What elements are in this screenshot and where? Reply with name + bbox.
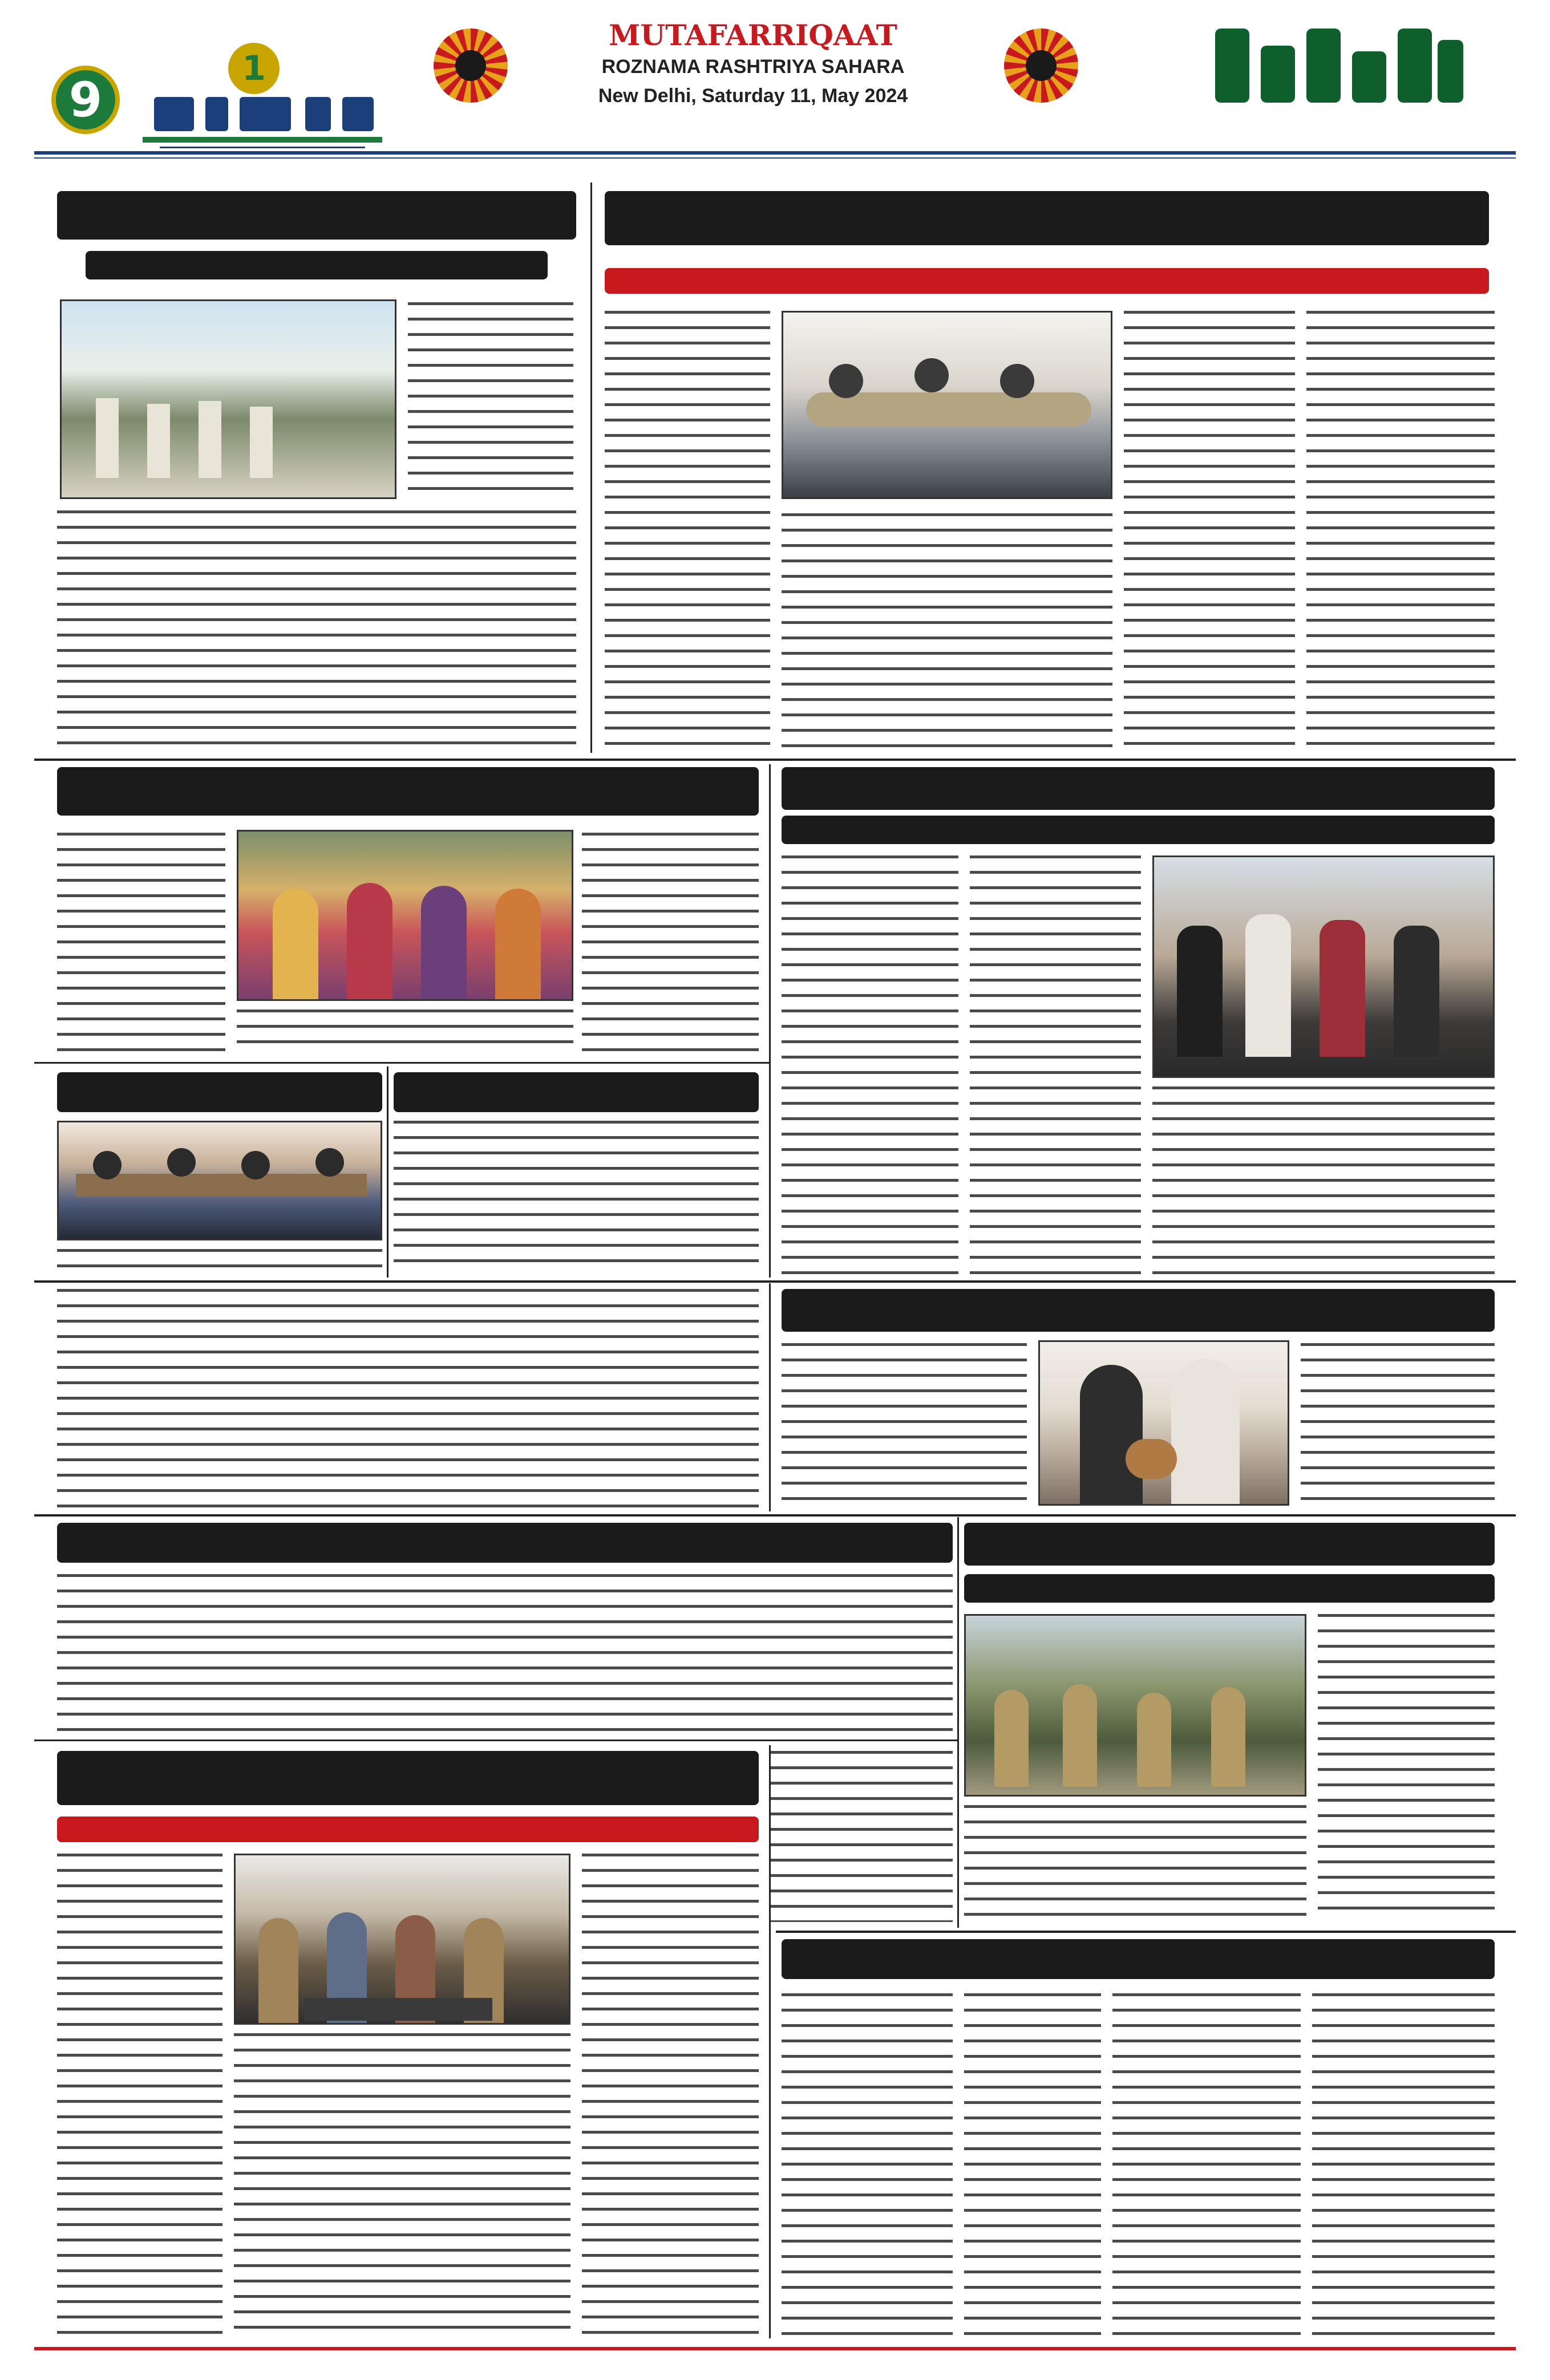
article-body <box>770 1751 953 1922</box>
article-body <box>57 833 225 1055</box>
article-body <box>964 1805 1306 1922</box>
newspaper-name-english: ROZNAMA RASHTRIYA SAHARA <box>601 56 905 78</box>
classroom-photo <box>57 1121 382 1240</box>
row-divider <box>776 1931 1516 1933</box>
article-body <box>57 1854 222 2336</box>
article-headline <box>394 1072 759 1112</box>
meeting-photo <box>782 311 1112 499</box>
article-body <box>1318 1614 1495 1922</box>
row-divider <box>34 1740 958 1741</box>
article-body <box>237 1009 573 1055</box>
dateline: New Delhi, Saturday 11, May 2024 <box>598 85 908 107</box>
raid-photo <box>964 1614 1306 1797</box>
row-divider <box>34 1062 770 1064</box>
article-subheadline <box>86 251 548 279</box>
column-divider <box>769 1283 771 1511</box>
sunburst-emblem-icon <box>1004 29 1078 103</box>
row-divider <box>34 1280 1516 1283</box>
article-headline <box>57 1751 759 1805</box>
page-number: 9 <box>51 66 120 134</box>
article-body <box>582 833 759 1055</box>
article-body <box>1306 311 1495 750</box>
sunburst-emblem-icon <box>434 29 508 103</box>
article-body <box>57 1249 382 1275</box>
article-body <box>782 1343 1027 1509</box>
article-body <box>408 302 573 496</box>
article-body <box>782 1993 953 2336</box>
article-body <box>1124 311 1295 750</box>
column-divider <box>769 1745 771 2338</box>
arrest-photo <box>234 1854 570 2025</box>
article-headline <box>782 1289 1495 1332</box>
article-headline <box>57 767 759 816</box>
delegation-photo <box>1152 855 1495 1078</box>
article-body <box>57 510 576 750</box>
article-body <box>782 855 958 1275</box>
page-footer-rule <box>34 2347 1516 2350</box>
article-body <box>57 1574 953 1734</box>
article-subheadline <box>605 268 1489 294</box>
article-body <box>1312 1993 1495 2336</box>
logo-wordmark <box>143 91 382 143</box>
article-subheadline <box>782 816 1495 844</box>
article-body <box>1301 1343 1495 1509</box>
article-body <box>582 1854 759 2336</box>
masthead-center <box>548 17 958 125</box>
article-body <box>1112 1993 1301 2336</box>
column-divider <box>769 764 771 1278</box>
article-headline <box>782 767 1495 810</box>
masthead-rule <box>34 151 1516 155</box>
article-headline <box>605 191 1489 245</box>
anniversary-emblem-icon: 1 <box>228 43 280 94</box>
article-headline <box>57 1523 953 1563</box>
article-headline <box>57 1072 382 1112</box>
article-headline <box>782 1939 1495 1979</box>
article-body <box>605 311 770 750</box>
column-divider <box>387 1067 388 1278</box>
rally-photo <box>60 299 396 499</box>
row-divider <box>34 1514 1516 1517</box>
article-body <box>57 1289 759 1509</box>
article-body <box>964 1993 1101 2336</box>
article-subheadline <box>57 1817 759 1842</box>
masthead-rule <box>34 157 1516 159</box>
article-headline <box>964 1523 1495 1566</box>
column-divider <box>590 183 592 753</box>
article-body <box>782 513 1112 750</box>
article-body <box>1152 1086 1495 1275</box>
article-subheadline <box>964 1574 1495 1603</box>
article-body <box>970 855 1141 1275</box>
section-title-english: MUTAFARRIQAAT <box>609 18 897 52</box>
newspaper-logo <box>143 43 382 157</box>
article-body <box>394 1121 759 1275</box>
row-divider <box>34 759 1516 761</box>
section-title-urdu <box>1215 23 1466 114</box>
women-protest-photo <box>237 830 573 1001</box>
article-body <box>234 2033 570 2336</box>
article-headline <box>57 191 576 240</box>
couple-photo <box>1038 1340 1289 1506</box>
column-divider <box>957 1517 959 1928</box>
